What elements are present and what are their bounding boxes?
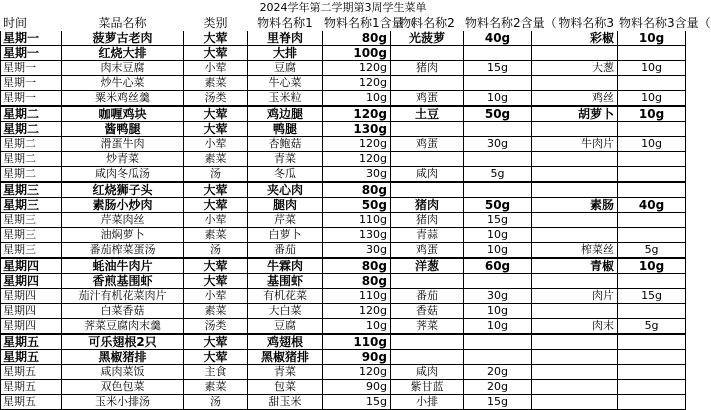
table-cell[interactable]: [391, 334, 464, 350]
column-header[interactable]: 物料名称3含量（: [619, 16, 711, 30]
table-cell[interactable]: 汤类: [184, 319, 248, 335]
table-cell[interactable]: 大白菜: [248, 304, 323, 319]
table-row: [1, 350, 686, 365]
table-cell[interactable]: 豆腐: [248, 61, 323, 76]
table-cell[interactable]: 小荤: [184, 61, 248, 76]
table-cell[interactable]: 番茄: [391, 289, 464, 304]
table-cell[interactable]: 星期五: [1, 334, 62, 350]
table-cell[interactable]: 10g: [464, 319, 532, 335]
table-cell[interactable]: 油焖萝卜: [62, 228, 184, 243]
table-cell[interactable]: 番茄榨菜蛋汤: [62, 243, 184, 259]
table-cell[interactable]: 120g: [323, 304, 391, 319]
table-cell[interactable]: 肉片: [532, 289, 618, 304]
table-cell[interactable]: 星期二: [1, 137, 62, 152]
table-cell[interactable]: 胡萝卜: [532, 106, 618, 122]
table-cell[interactable]: 星期一: [1, 61, 62, 76]
table-cell[interactable]: 星期二: [1, 122, 62, 137]
table-cell[interactable]: 光菠萝: [391, 31, 464, 46]
table-cell[interactable]: 荠菜豆腐肉末羹: [62, 319, 184, 335]
table-cell[interactable]: 星期一: [1, 31, 62, 46]
table-cell[interactable]: 小荤: [184, 213, 248, 228]
table-cell[interactable]: 大葱: [532, 61, 618, 76]
column-header[interactable]: 类别: [184, 16, 248, 31]
column-header[interactable]: 物料名称2: [391, 16, 464, 31]
table-cell[interactable]: [618, 213, 686, 228]
table-row: [1, 152, 686, 167]
table-cell[interactable]: 10g: [618, 137, 686, 152]
column-header[interactable]: 物料名称3: [532, 16, 618, 31]
table-cell[interactable]: 腿肉: [248, 198, 323, 213]
table-cell[interactable]: 星期四: [1, 319, 62, 335]
title-row: [1, 1, 686, 16]
column-header[interactable]: 时间: [1, 16, 62, 31]
table-cell[interactable]: 80g: [323, 258, 391, 274]
table-cell[interactable]: 汤: [184, 395, 248, 410]
table-cell[interactable]: 40g: [464, 31, 532, 46]
table-cell[interactable]: [618, 380, 686, 395]
table-cell[interactable]: [464, 182, 532, 198]
table-cell[interactable]: 小荤: [184, 289, 248, 304]
table-cell[interactable]: 大荤: [184, 122, 248, 137]
table-row: [1, 228, 686, 243]
table-cell[interactable]: 茄汁有机花菜肉片: [62, 289, 184, 304]
table-cell[interactable]: 包菜: [248, 380, 323, 395]
table-cell[interactable]: 星期四: [1, 274, 62, 289]
table-cell[interactable]: [464, 152, 532, 167]
table-row: [1, 182, 686, 198]
table-row: [1, 31, 686, 46]
table-cell[interactable]: 30g: [323, 243, 391, 259]
table-cell[interactable]: 80g: [323, 31, 391, 46]
table-cell[interactable]: 彩椒: [532, 31, 618, 46]
table-cell[interactable]: [464, 350, 532, 365]
table-row: [1, 334, 686, 350]
table-cell[interactable]: [618, 274, 686, 289]
table-cell[interactable]: 素菜: [184, 152, 248, 167]
table-cell[interactable]: [618, 334, 686, 350]
table-cell[interactable]: [532, 76, 618, 91]
table-cell[interactable]: 素菜: [184, 76, 248, 91]
table-cell[interactable]: 鸭腿: [248, 122, 323, 137]
table-cell[interactable]: 5g: [618, 319, 686, 335]
table-cell[interactable]: 肉末豆腐: [62, 61, 184, 76]
table-cell[interactable]: 番茄: [248, 243, 323, 259]
table-cell[interactable]: 小荤: [184, 137, 248, 152]
table-cell[interactable]: [532, 395, 618, 410]
table-row: [1, 365, 686, 380]
table-cell[interactable]: [464, 274, 532, 289]
table-cell[interactable]: 110g: [323, 213, 391, 228]
table-cell[interactable]: [532, 274, 618, 289]
table-cell[interactable]: 白萝卜: [248, 228, 323, 243]
table-cell[interactable]: 基围虾: [248, 274, 323, 289]
table-cell[interactable]: 大荤: [184, 334, 248, 350]
table-cell[interactable]: 咸肉菜饭: [62, 365, 184, 380]
sheet-title: 2024学年第二学期第3周学生菜单: [1, 1, 686, 16]
table-cell[interactable]: 芹菜: [248, 213, 323, 228]
table-row: [1, 91, 686, 107]
table-cell[interactable]: 50g: [464, 198, 532, 213]
table-cell[interactable]: 15g: [464, 61, 532, 76]
table-cell[interactable]: 红烧狮子头: [62, 182, 184, 198]
table-row: [1, 258, 686, 274]
table-cell[interactable]: 香煎基围虾: [62, 274, 184, 289]
table-cell[interactable]: [532, 213, 618, 228]
table-cell[interactable]: 夹心肉: [248, 182, 323, 198]
table-cell[interactable]: 双色包菜: [62, 380, 184, 395]
table-cell[interactable]: 鸡蛋: [391, 243, 464, 259]
table-row: [1, 198, 686, 213]
table-cell[interactable]: [464, 46, 532, 61]
table-cell[interactable]: 主食: [184, 365, 248, 380]
table-cell[interactable]: [618, 76, 686, 91]
table-cell[interactable]: 130g: [323, 122, 391, 137]
table-cell[interactable]: 15g: [464, 213, 532, 228]
table-cell[interactable]: 咸肉: [391, 365, 464, 380]
table-cell[interactable]: 5g: [618, 243, 686, 259]
table-cell[interactable]: 50g: [464, 106, 532, 122]
table-cell[interactable]: 大荤: [184, 46, 248, 61]
table-cell[interactable]: 星期一: [1, 91, 62, 107]
table-cell[interactable]: 肉末: [532, 319, 618, 335]
table-cell[interactable]: 星期二: [1, 167, 62, 183]
table-cell[interactable]: [532, 304, 618, 319]
table-cell[interactable]: 蚝油牛肉片: [62, 258, 184, 274]
table-cell[interactable]: 紫甘蓝: [391, 380, 464, 395]
table-cell[interactable]: [532, 167, 618, 183]
table-cell[interactable]: 星期三: [1, 198, 62, 213]
header-row: [1, 16, 686, 31]
table-cell[interactable]: 红烧大排: [62, 46, 184, 61]
column-header[interactable]: 物料名称2含量（: [465, 16, 557, 30]
table-cell[interactable]: 15g: [618, 289, 686, 304]
table-cell[interactable]: 猪肉: [391, 198, 464, 213]
table-cell[interactable]: 110g: [323, 334, 391, 350]
table-cell[interactable]: 青菜: [248, 365, 323, 380]
table-cell[interactable]: 里脊肉: [248, 31, 323, 46]
table-cell[interactable]: 15g: [464, 395, 532, 410]
table-cell[interactable]: 20g: [464, 380, 532, 395]
table-cell[interactable]: 黑椒猪排: [62, 350, 184, 365]
table-cell[interactable]: 汤: [184, 243, 248, 259]
table-cell[interactable]: 10g: [323, 91, 391, 107]
table-cell[interactable]: 星期一: [1, 46, 62, 61]
table-cell[interactable]: 玉米小排汤: [62, 395, 184, 410]
table-cell[interactable]: [532, 334, 618, 350]
table-cell[interactable]: 猪肉: [391, 213, 464, 228]
table-cell[interactable]: 青菜: [248, 152, 323, 167]
table-cell[interactable]: [532, 182, 618, 198]
table-cell[interactable]: 星期三: [1, 228, 62, 243]
table-cell[interactable]: 10g: [323, 319, 391, 335]
table-cell[interactable]: 鸡丝: [532, 91, 618, 107]
table-cell[interactable]: 鸡翅根: [248, 334, 323, 350]
table-row: [1, 137, 686, 152]
table-row: [1, 304, 686, 319]
table-cell[interactable]: 炒青菜: [62, 152, 184, 167]
table-cell[interactable]: 10g: [464, 228, 532, 243]
table-row: [1, 289, 686, 304]
table-cell[interactable]: 120g: [323, 365, 391, 380]
table-cell[interactable]: 星期五: [1, 365, 62, 380]
table-cell[interactable]: 10g: [618, 61, 686, 76]
table-cell[interactable]: [618, 122, 686, 137]
table-row: [1, 380, 686, 395]
table-cell[interactable]: [391, 46, 464, 61]
table-cell[interactable]: 星期五: [1, 395, 62, 410]
table-cell[interactable]: 大荤: [184, 258, 248, 274]
table-cell[interactable]: 牛霖肉: [248, 258, 323, 274]
table-cell[interactable]: 星期一: [1, 76, 62, 91]
table-row: [1, 274, 686, 289]
table-cell[interactable]: 5g: [464, 167, 532, 183]
table-cell[interactable]: 15g: [323, 395, 391, 410]
table-cell[interactable]: 咸肉: [391, 167, 464, 183]
table-cell[interactable]: 星期三: [1, 182, 62, 198]
table-cell[interactable]: 100g: [323, 46, 391, 61]
table-cell[interactable]: 芹菜肉丝: [62, 213, 184, 228]
table-cell[interactable]: 冬瓜: [248, 167, 323, 183]
table-cell[interactable]: 10g: [464, 91, 532, 107]
column-header[interactable]: 物料名称1: [248, 16, 323, 31]
table-cell[interactable]: 120g: [323, 152, 391, 167]
table-cell[interactable]: 汤类: [184, 91, 248, 107]
table-cell[interactable]: 星期二: [1, 152, 62, 167]
table-row: [1, 122, 686, 137]
table-cell[interactable]: 黑椒猪排: [248, 350, 323, 365]
table-cell[interactable]: [532, 228, 618, 243]
table-cell[interactable]: 80g: [323, 182, 391, 198]
table-cell[interactable]: 青椒: [532, 258, 618, 274]
table-cell[interactable]: 20g: [464, 365, 532, 380]
table-cell[interactable]: 10g: [464, 243, 532, 259]
table-cell[interactable]: 90g: [323, 350, 391, 365]
table-cell[interactable]: 30g: [464, 289, 532, 304]
table-row: [1, 319, 686, 335]
table-cell[interactable]: [391, 76, 464, 91]
table-cell[interactable]: 星期三: [1, 243, 62, 259]
table-cell[interactable]: 土豆: [391, 106, 464, 122]
table-cell[interactable]: 洋葱: [391, 258, 464, 274]
table-cell[interactable]: 大排: [248, 46, 323, 61]
table-cell[interactable]: 30g: [464, 137, 532, 152]
table-cell[interactable]: 白菜香菇: [62, 304, 184, 319]
table-cell[interactable]: [532, 350, 618, 365]
table-cell[interactable]: 星期五: [1, 380, 62, 395]
table-cell[interactable]: [391, 152, 464, 167]
table-cell[interactable]: 榨菜丝: [532, 243, 618, 259]
table-cell[interactable]: 120g: [323, 137, 391, 152]
table-cell[interactable]: 鸡蛋: [391, 137, 464, 152]
table-cell[interactable]: [618, 304, 686, 319]
table-cell[interactable]: 甜玉米: [248, 395, 323, 410]
table-cell[interactable]: 大荤: [184, 350, 248, 365]
table-cell[interactable]: 酱鸭腿: [62, 122, 184, 137]
table-cell[interactable]: 粟米鸡丝羹: [62, 91, 184, 107]
table-cell[interactable]: 星期四: [1, 289, 62, 304]
table-row: [1, 106, 686, 122]
table-cell[interactable]: 星期四: [1, 304, 62, 319]
table-cell[interactable]: 星期五: [1, 350, 62, 365]
table-row: [1, 76, 686, 91]
table-cell[interactable]: [532, 380, 618, 395]
table-cell[interactable]: 120g: [323, 76, 391, 91]
table-cell[interactable]: 120g: [323, 61, 391, 76]
table-cell[interactable]: 素菜: [184, 304, 248, 319]
table-cell[interactable]: 滑蛋牛肉: [62, 137, 184, 152]
table-row: [1, 243, 686, 259]
table-cell[interactable]: [618, 182, 686, 198]
table-row: [1, 61, 686, 76]
table-cell[interactable]: 星期四: [1, 258, 62, 274]
table-cell[interactable]: [391, 182, 464, 198]
table-cell[interactable]: 130g: [323, 228, 391, 243]
table-cell[interactable]: [464, 76, 532, 91]
table-cell[interactable]: [618, 350, 686, 365]
table-cell[interactable]: 90g: [323, 380, 391, 395]
table-cell[interactable]: 小排: [391, 395, 464, 410]
table-cell[interactable]: [618, 365, 686, 380]
table-cell[interactable]: 可乐翅根2只: [62, 334, 184, 350]
table-cell[interactable]: 10g: [618, 91, 686, 107]
table-cell[interactable]: 汤: [184, 167, 248, 183]
table-cell[interactable]: 牛心菜: [248, 76, 323, 91]
table-cell[interactable]: [618, 228, 686, 243]
table-cell[interactable]: 大荤: [184, 31, 248, 46]
table-cell[interactable]: [391, 350, 464, 365]
table-cell[interactable]: 青蒜: [391, 228, 464, 243]
table-cell[interactable]: 有机花菜: [248, 289, 323, 304]
table-cell[interactable]: [532, 122, 618, 137]
table-cell[interactable]: [391, 122, 464, 137]
table-cell[interactable]: 大荤: [184, 182, 248, 198]
table-cell[interactable]: 素菜: [184, 380, 248, 395]
table-cell[interactable]: 30g: [323, 167, 391, 183]
table-cell[interactable]: [391, 274, 464, 289]
table-cell[interactable]: 牛肉片: [532, 137, 618, 152]
table-cell[interactable]: [532, 46, 618, 61]
table-cell[interactable]: [464, 334, 532, 350]
table-row: [1, 46, 686, 61]
column-header[interactable]: 菜品名称: [62, 16, 184, 31]
table-cell[interactable]: 荠菜: [391, 319, 464, 335]
table-cell[interactable]: 星期三: [1, 213, 62, 228]
table-cell[interactable]: 炒牛心菜: [62, 76, 184, 91]
table-cell[interactable]: 菠萝古老肉: [62, 31, 184, 46]
table-cell[interactable]: 鸡蛋: [391, 91, 464, 107]
table-cell[interactable]: 玉米粒: [248, 91, 323, 107]
table-cell[interactable]: 咸肉冬瓜汤: [62, 167, 184, 183]
table-cell[interactable]: 咖喱鸡块: [62, 106, 184, 122]
table-cell[interactable]: 10g: [464, 304, 532, 319]
table-cell[interactable]: 杏鲍菇: [248, 137, 323, 152]
table-cell[interactable]: 素菜: [184, 228, 248, 243]
table-cell[interactable]: 60g: [464, 258, 532, 274]
table-cell[interactable]: [618, 152, 686, 167]
table-cell[interactable]: 120g: [323, 106, 391, 122]
table-cell[interactable]: 110g: [323, 289, 391, 304]
table-cell[interactable]: 素肠小炒肉: [62, 198, 184, 213]
table-cell[interactable]: [532, 152, 618, 167]
table-cell[interactable]: 大荤: [184, 274, 248, 289]
table-cell[interactable]: [618, 395, 686, 410]
table-cell[interactable]: 40g: [618, 198, 686, 213]
table-row: [1, 395, 686, 410]
table-cell[interactable]: 10g: [618, 106, 686, 122]
table-cell[interactable]: [618, 167, 686, 183]
table-cell[interactable]: 10g: [618, 258, 686, 274]
table-cell[interactable]: 80g: [323, 274, 391, 289]
table-cell[interactable]: [532, 365, 618, 380]
table-cell[interactable]: [618, 46, 686, 61]
table-cell[interactable]: [464, 122, 532, 137]
table-cell[interactable]: 星期二: [1, 106, 62, 122]
table-row: [1, 167, 686, 183]
column-header[interactable]: 物料名称1含量（: [324, 16, 416, 30]
table-cell[interactable]: 豆腐: [248, 319, 323, 335]
table-cell[interactable]: 鸡边腿: [248, 106, 323, 122]
table-cell[interactable]: 50g: [323, 198, 391, 213]
table-cell[interactable]: 素肠: [532, 198, 618, 213]
table-cell[interactable]: 10g: [618, 31, 686, 46]
table-cell[interactable]: 大荤: [184, 106, 248, 122]
table-cell[interactable]: 香菇: [391, 304, 464, 319]
table-cell[interactable]: 大荤: [184, 198, 248, 213]
table-cell[interactable]: 猪肉: [391, 61, 464, 76]
table-row: [1, 213, 686, 228]
